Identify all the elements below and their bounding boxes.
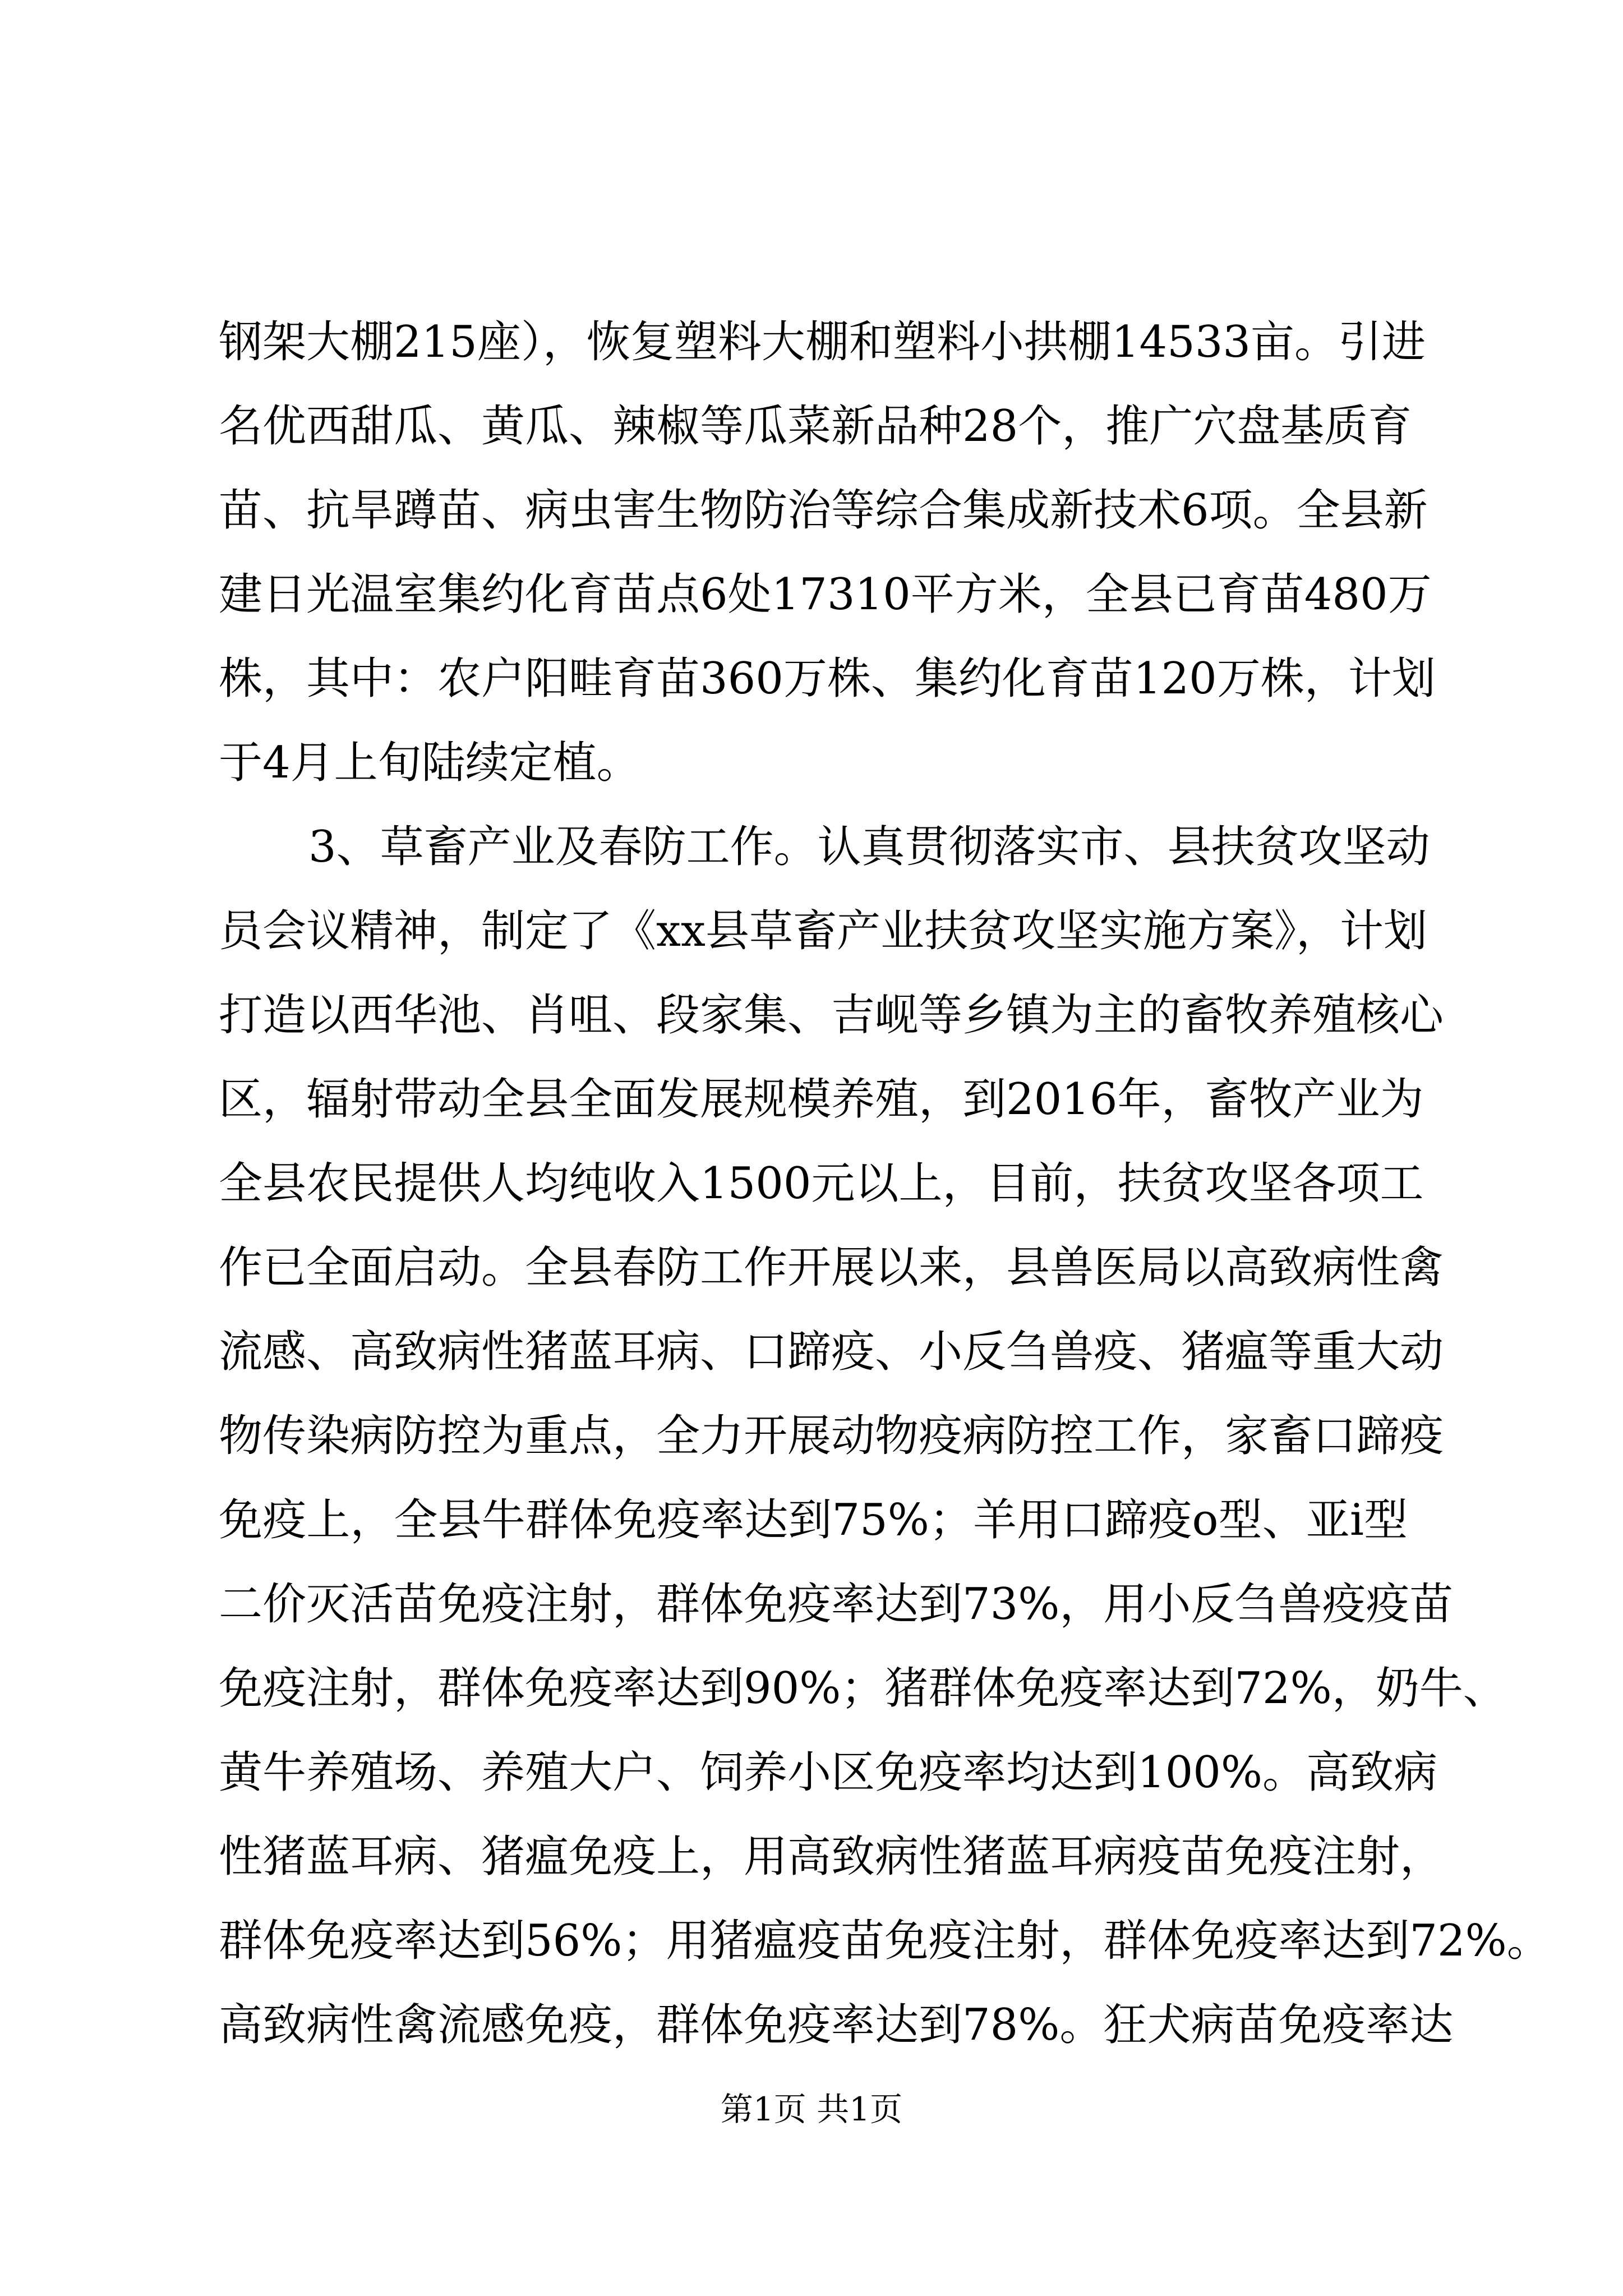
text-line: 打造以西华池、肖咀、段家集、吉岘等乡镇为主的畜牧养殖核心 <box>219 990 1444 1041</box>
text-line: 株，其中：农户阳畦育苗360万株、集约化育苗120万株，计划 <box>219 654 1436 704</box>
text-line: 群体免疫率达到56%；用猪瘟疫苗免疫注射，群体免疫率达到72%。 <box>219 1916 1551 1966</box>
text-line: 黄牛养殖场、养殖大户、饲养小区免疫率均达到100%。高致病 <box>219 1747 1437 1798</box>
text-line: 名优西甜瓜、黄瓜、辣椒等瓜菜新品种28个，推广穴盘基质育 <box>219 401 1412 452</box>
page-number-footer: 第1页 共1页 <box>720 2090 903 2128</box>
text-line: 钢架大棚215座），恢复塑料大棚和塑料小拱棚14533亩。引进 <box>219 317 1426 367</box>
text-line: 性猪蓝耳病、猪瘟免疫上，用高致病性猪蓝耳病疫苗免疫注射， <box>219 1832 1444 1882</box>
text-line: 苗、抗旱蹲苗、病虫害生物防治等综合集成新技术6项。全县新 <box>219 485 1428 536</box>
text-line: 免疫注射，群体免疫率达到90%；猪群体免疫率达到72%，奶牛、 <box>219 1663 1507 1714</box>
text-line: 区，辐射带动全县全面发展规模养殖，到2016年，畜牧产业为 <box>219 1074 1424 1125</box>
text-line: 免疫上，全县牛群体免疫率达到75%；羊用口蹄疫o型、亚i型 <box>219 1495 1408 1545</box>
paragraph-heading-line: 3、草畜产业及春防工作。认真贯彻落实市、县扶贫攻坚动 <box>308 822 1430 872</box>
text-line: 建日光温室集约化育苗点6处17310平方米，全县已育苗480万 <box>219 569 1432 620</box>
body-text <box>219 300 1551 2067</box>
text-line: 物传染病防控为重点，全力开展动物疫病防控工作，家畜口蹄疫 <box>219 1411 1444 1461</box>
text-line: 员会议精神，制定了《xx县草畜产业扶贫攻坚实施方案》，计划 <box>219 906 1427 956</box>
text-line: 高致病性禽流感免疫，群体免疫率达到78%。狂犬病苗免疫率达 <box>219 2000 1454 2050</box>
text-line: 于4月上旬陆续定植。 <box>219 738 640 788</box>
text-line: 作已全面启动。全县春防工作开展以来，县兽医局以高致病性禽 <box>219 1243 1444 1293</box>
text-line: 流感、高致病性猪蓝耳病、口蹄疫、小反刍兽疫、猪瘟等重大动 <box>219 1327 1444 1377</box>
text-line: 全县农民提供人均纯收入1500元以上，目前，扶贫攻坚各项工 <box>219 1158 1424 1209</box>
text-line: 二价灭活苗免疫注射，群体免疫率达到73%，用小反刍兽疫疫苗 <box>219 1579 1454 1630</box>
